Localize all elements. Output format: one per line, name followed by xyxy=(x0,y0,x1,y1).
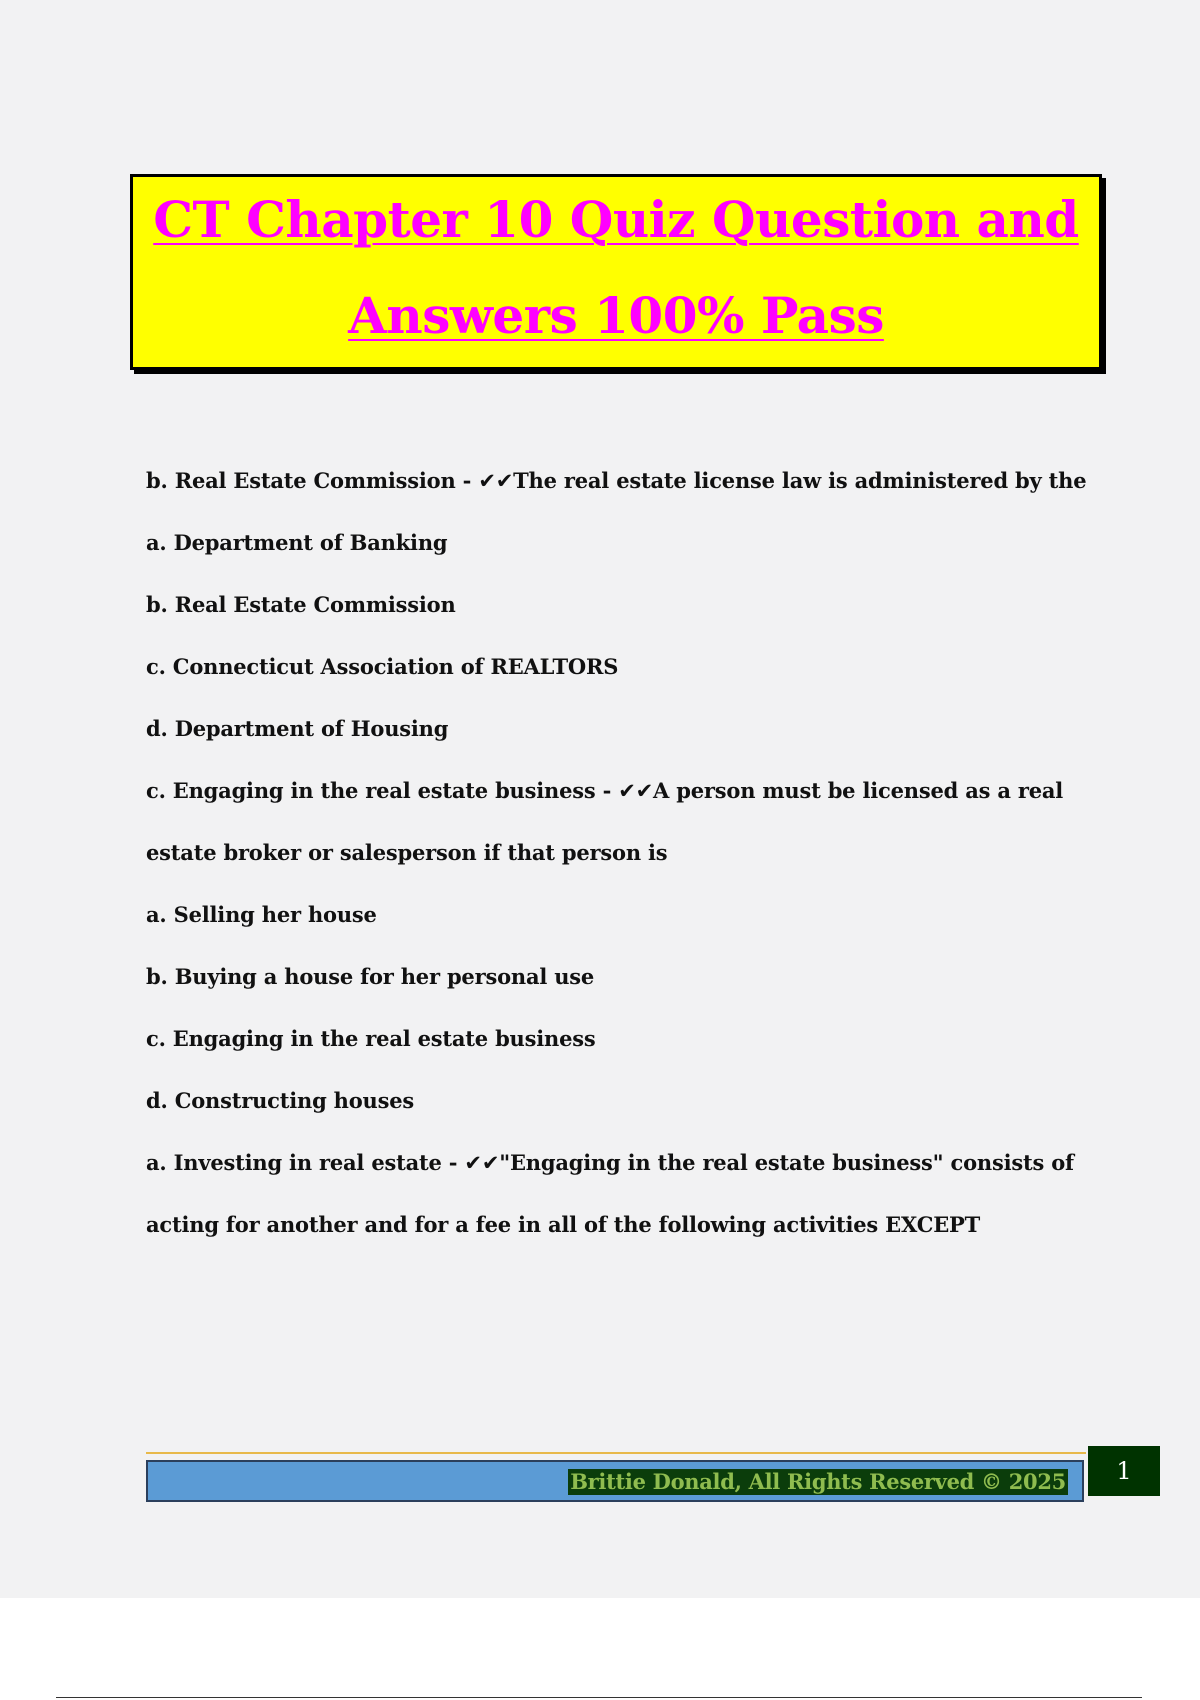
option-d: d. Constructing houses xyxy=(146,1088,415,1113)
question-text: "Engaging in the real estate business" consists of acting for another and for a fee in all of the following activities EXCEPT xyxy=(146,1150,1074,1237)
question-answer-3 xyxy=(146,1132,1106,1256)
answer-text: b. Real Estate Commission - xyxy=(146,468,479,493)
check-icon: ✔✔ xyxy=(478,469,514,493)
title-line-2: Answers 100% Pass xyxy=(348,286,884,345)
option-a: a. Department of Banking xyxy=(146,530,448,555)
title-line-1: CT Chapter 10 Quiz Question and xyxy=(153,190,1079,249)
answer-text: a. Investing in real estate - xyxy=(146,1150,465,1175)
copyright-text: Brittie Donald, All Rights Reserved © 2025 xyxy=(570,1469,1066,1494)
quiz-content xyxy=(146,450,1106,1256)
option-c: c. Connecticut Association of REALTORS xyxy=(146,654,619,679)
bottom-divider xyxy=(56,1697,1142,1698)
page-number: 1 xyxy=(1088,1446,1160,1496)
option-c: c. Engaging in the real estate business xyxy=(146,1026,596,1051)
footer-bar xyxy=(146,1460,1084,1502)
footer-divider xyxy=(146,1452,1086,1454)
title-box xyxy=(130,174,1102,370)
question-text: A person must be licensed as a real estate broker or salesperson if that person is xyxy=(146,778,1064,865)
check-icon: ✔✔ xyxy=(618,779,654,803)
option-a: a. Selling her house xyxy=(146,902,377,927)
answer-text: c. Engaging in the real estate business - xyxy=(146,778,619,803)
question-answer-1 xyxy=(146,450,1106,512)
question-answer-2 xyxy=(146,760,1106,884)
option-b: b. Buying a house for her personal use xyxy=(146,964,595,989)
question-text: The real estate license law is administered by the xyxy=(513,468,1087,493)
option-d: d. Department of Housing xyxy=(146,716,449,741)
option-b: b. Real Estate Commission xyxy=(146,592,456,617)
check-icon: ✔✔ xyxy=(464,1151,500,1175)
